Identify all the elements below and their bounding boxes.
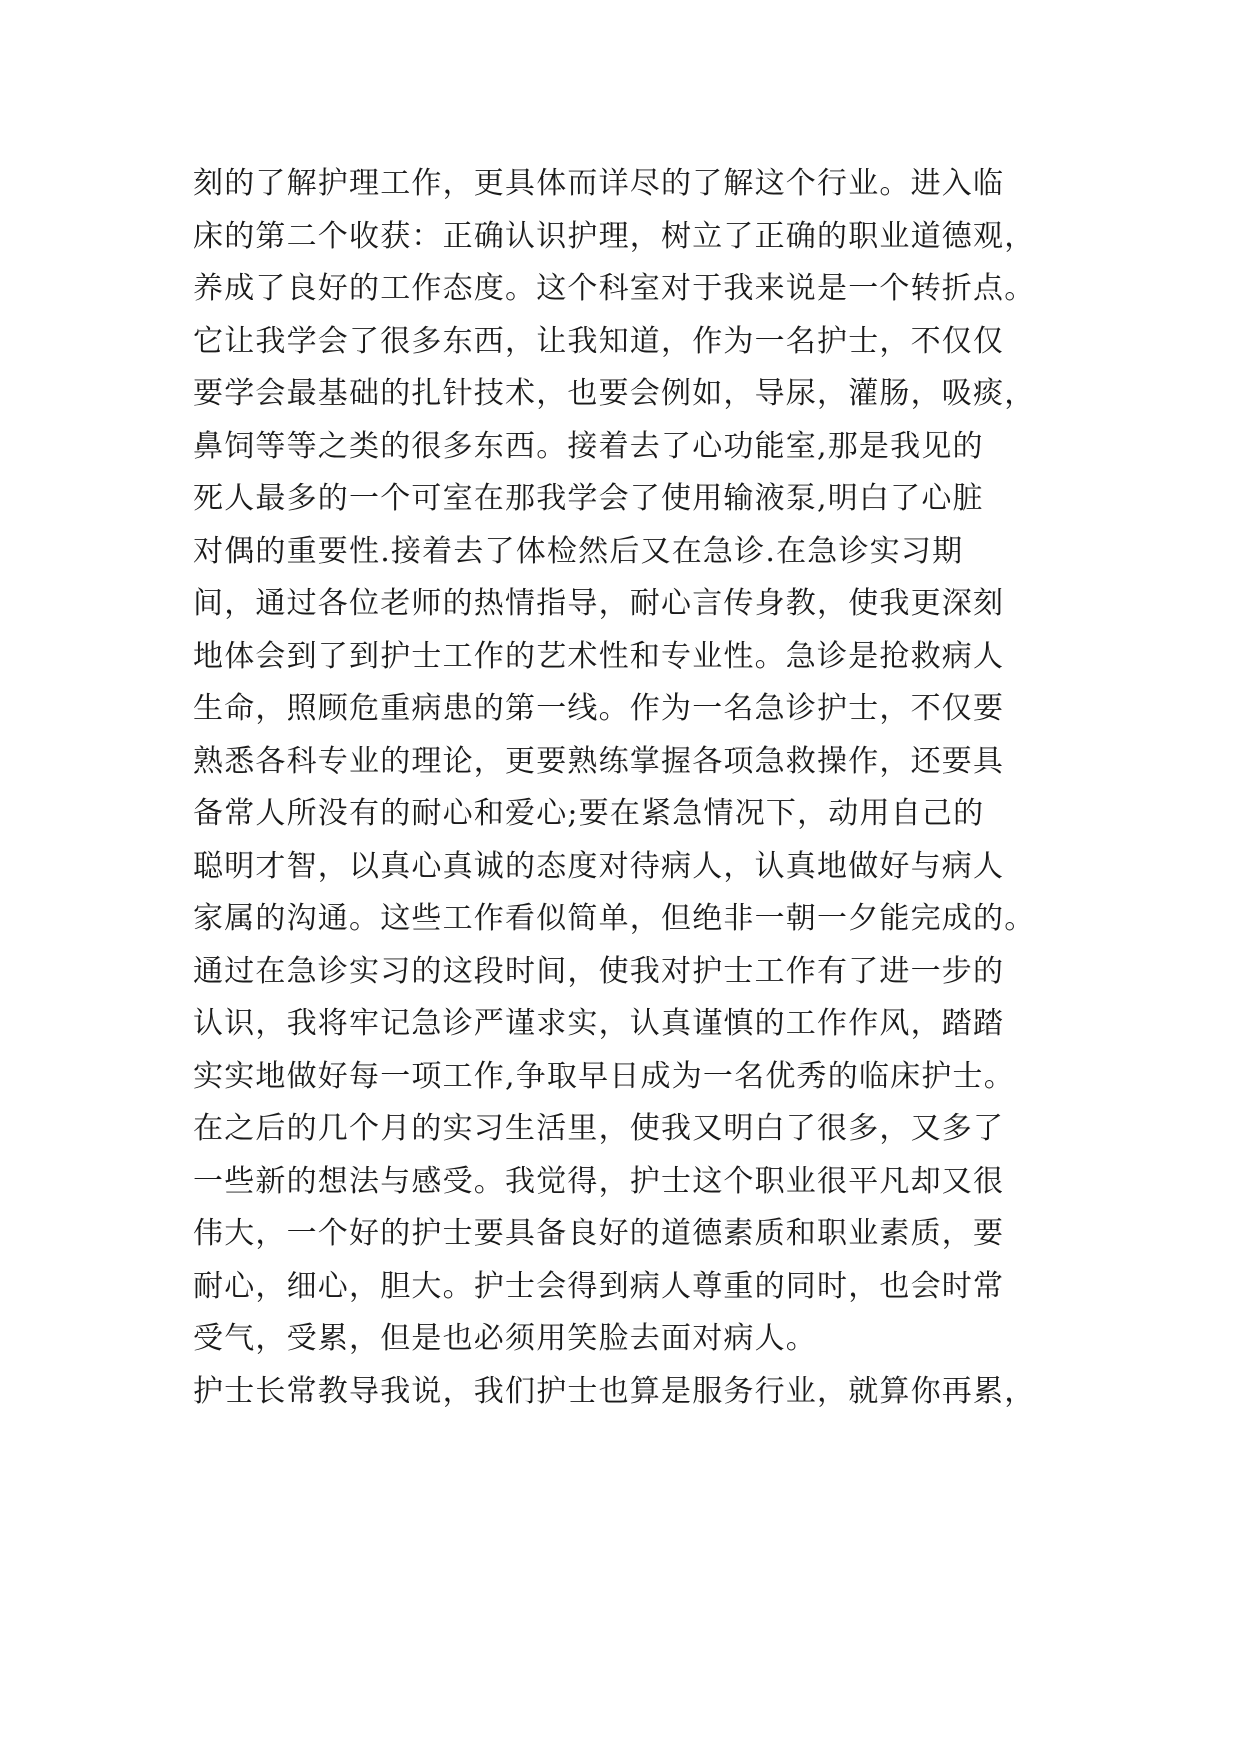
text-line: 要学会最基础的扎针技术，也要会例如，导尿，灌肠，吸痰， <box>193 376 1036 411</box>
text-line: 熟悉各科专业的理论，更要熟练掌握各项急救操作，还要具 <box>193 743 1005 779</box>
text-line: 伟大，一个好的护士要具备良好的道德素质和职业素质，要 <box>193 1216 1005 1251</box>
text-line: 养成了良好的工作态度。这个科室对于我来说是一个转折点。 <box>193 271 1036 306</box>
text-line: 生命，照顾危重病患的第一线。作为一名急诊护士，不仅要 <box>193 691 1005 726</box>
text-line: 通过在急诊实习的这段时间，使我对护士工作有了进一步的 <box>193 953 1005 989</box>
text-line: 耐心，细心，胆大。护士会得到病人尊重的同时，也会时常 <box>193 1268 1005 1304</box>
text-line: 家属的沟通。这些工作看似简单，但绝非一朝一夕能完成的。 <box>193 901 1036 936</box>
text-line: 一些新的想法与感受。我觉得，护士这个职业很平凡却又很 <box>193 1163 1005 1199</box>
text-line: 死人最多的一个可室在那我学会了使用输液泵,明白了心脏 <box>193 481 984 516</box>
text-line: 刻的了解护理工作，更具体而详尽的了解这个行业。进入临 <box>193 166 1005 201</box>
text-line: 地体会到了到护士工作的艺术性和专业性。急诊是抢救病人 <box>193 638 1005 674</box>
text-line: 在之后的几个月的实习生活里，使我又明白了很多，又多了 <box>193 1111 1005 1146</box>
text-line: 鼻饲等等之类的很多东西。接着去了心功能室,那是我见的 <box>193 428 984 464</box>
text-line: 认识，我将牢记急诊严谨求实，认真谨慎的工作作风，踏踏 <box>193 1006 1005 1041</box>
body-text <box>193 158 1093 1418</box>
text-line: 备常人所没有的耐心和爱心;要在紧急情况下，动用自己的 <box>193 796 985 831</box>
text-line: 受气，受累，但是也必须用笑脸去面对病人。 <box>193 1321 817 1356</box>
text-line: 护士长常教导我说，我们护士也算是服务行业，就算你再累， <box>193 1373 1036 1409</box>
text-line: 实实地做好每一项工作,争取早日成为一名优秀的临床护士。 <box>193 1058 1015 1094</box>
text-line: 间，通过各位老师的热情指导，耐心言传身教，使我更深刻 <box>193 586 1005 621</box>
text-line: 床的第二个收获：正确认识护理，树立了正确的职业道德观， <box>193 218 1036 254</box>
text-line: 聪明才智，以真心真诚的态度对待病人，认真地做好与病人 <box>193 848 1005 884</box>
text-line: 它让我学会了很多东西，让我知道，作为一名护士，不仅仅 <box>193 323 1005 359</box>
text-line: 对偶的重要性.接着去了体检然后又在急诊.在急诊实习期 <box>193 533 964 569</box>
